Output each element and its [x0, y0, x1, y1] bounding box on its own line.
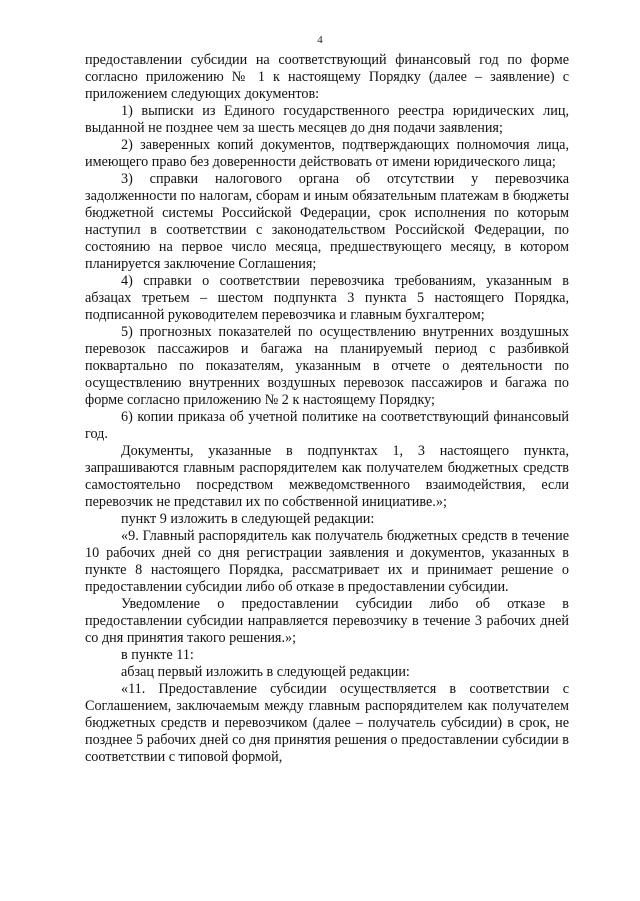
paragraph-item-1: 1) выписки из Единого государственного реестра юридических лиц, выданной не позднее чем за шесть месяцев до дня подачи заявления;	[85, 103, 569, 136]
document-text	[85, 52, 569, 766]
paragraph-point-9-intro: пункт 9 изложить в следующей редакции:	[121, 511, 375, 527]
paragraph-item-6: 6) копии приказа об учетной политике на соответствующий финансовый год.	[85, 409, 569, 442]
paragraph-item-4: 4) справки о соответствии перевозчика требованиям, указанным в абзацах третьем – шестом подпункта 3 пункта 5 настоящего Порядка, подписанной руководителем перевозчика и главным бухгалтером;	[85, 273, 569, 323]
paragraph-point-9: «9. Главный распорядитель как получатель бюджетных средств в течение 10 рабочих дней со дня регистрации заявления и документов, указанных в пункте 8 настоящего Порядка, рассматривает их и принимает решение о предоставлении субсидии либо об отказе в предоставлении субсидии.	[85, 528, 569, 595]
paragraph-notification: Уведомление о предоставлении субсидии либо об отказе в предоставлении субсидии направляется перевозчику в течение 3 рабочих дней со дня принятия такого решения.»;	[85, 596, 569, 646]
page-number: 4	[317, 34, 323, 46]
paragraph-point-11: «11. Предоставление субсидии осуществляется в соответствии с Соглашением, заключаемым между главным распорядителем как получателем бюджетных средств и перевозчиком (далее – получатель субсидии) в срок, не позднее 5 рабочих дней со дня принятия решения о предоставлении субсидии в соответствии с типовой формой,	[85, 681, 569, 765]
paragraph-documents-note: Документы, указанные в подпунктах 1, 3 настоящего пункта, запрашиваются главным распорядителем как получателем бюджетных средств самостоятельно посредством межведомственного взаимодействия, если перевозчик не представил их по собственной инициативе.»;	[85, 443, 569, 510]
paragraph-item-2: 2) заверенных копий документов, подтверждающих полномочия лица, имеющего право без доверенности действовать от имени юридического лица;	[85, 137, 569, 170]
paragraph-first-abzac-intro: абзац первый изложить в следующей редакции:	[121, 664, 410, 680]
paragraph-item-3: 3) справки налогового органа об отсутствии у перевозчика задолженности по налогам, сборам и иным обязательным платежам в бюджеты бюджетной системы Российской Федерации, срок исполнения по которым наступил в соответствии с законодательством Российской Федерации, по состоянию на первое число месяца, предшествующего месяцу, в котором планируется заключение Соглашения;	[85, 171, 569, 272]
paragraph-item-5: 5) прогнозных показателей по осуществлению внутренних воздушных перевозок пассажиров и багажа на планируемый период с разбивкой поквартально по показателям, указанным в отчете о деятельности по осуществлению внутренних воздушных перевозок пассажиров и багажа по форме согласно приложению № 2 к настоящему Порядку;	[85, 324, 569, 408]
paragraph-continuation: предоставлении субсидии на соответствующий финансовый год по форме согласно приложению № 1 к настоящему Порядку (далее – заявление) с приложением следующих документов:	[85, 52, 569, 102]
paragraph-point-11-intro: в пункте 11:	[121, 647, 194, 663]
